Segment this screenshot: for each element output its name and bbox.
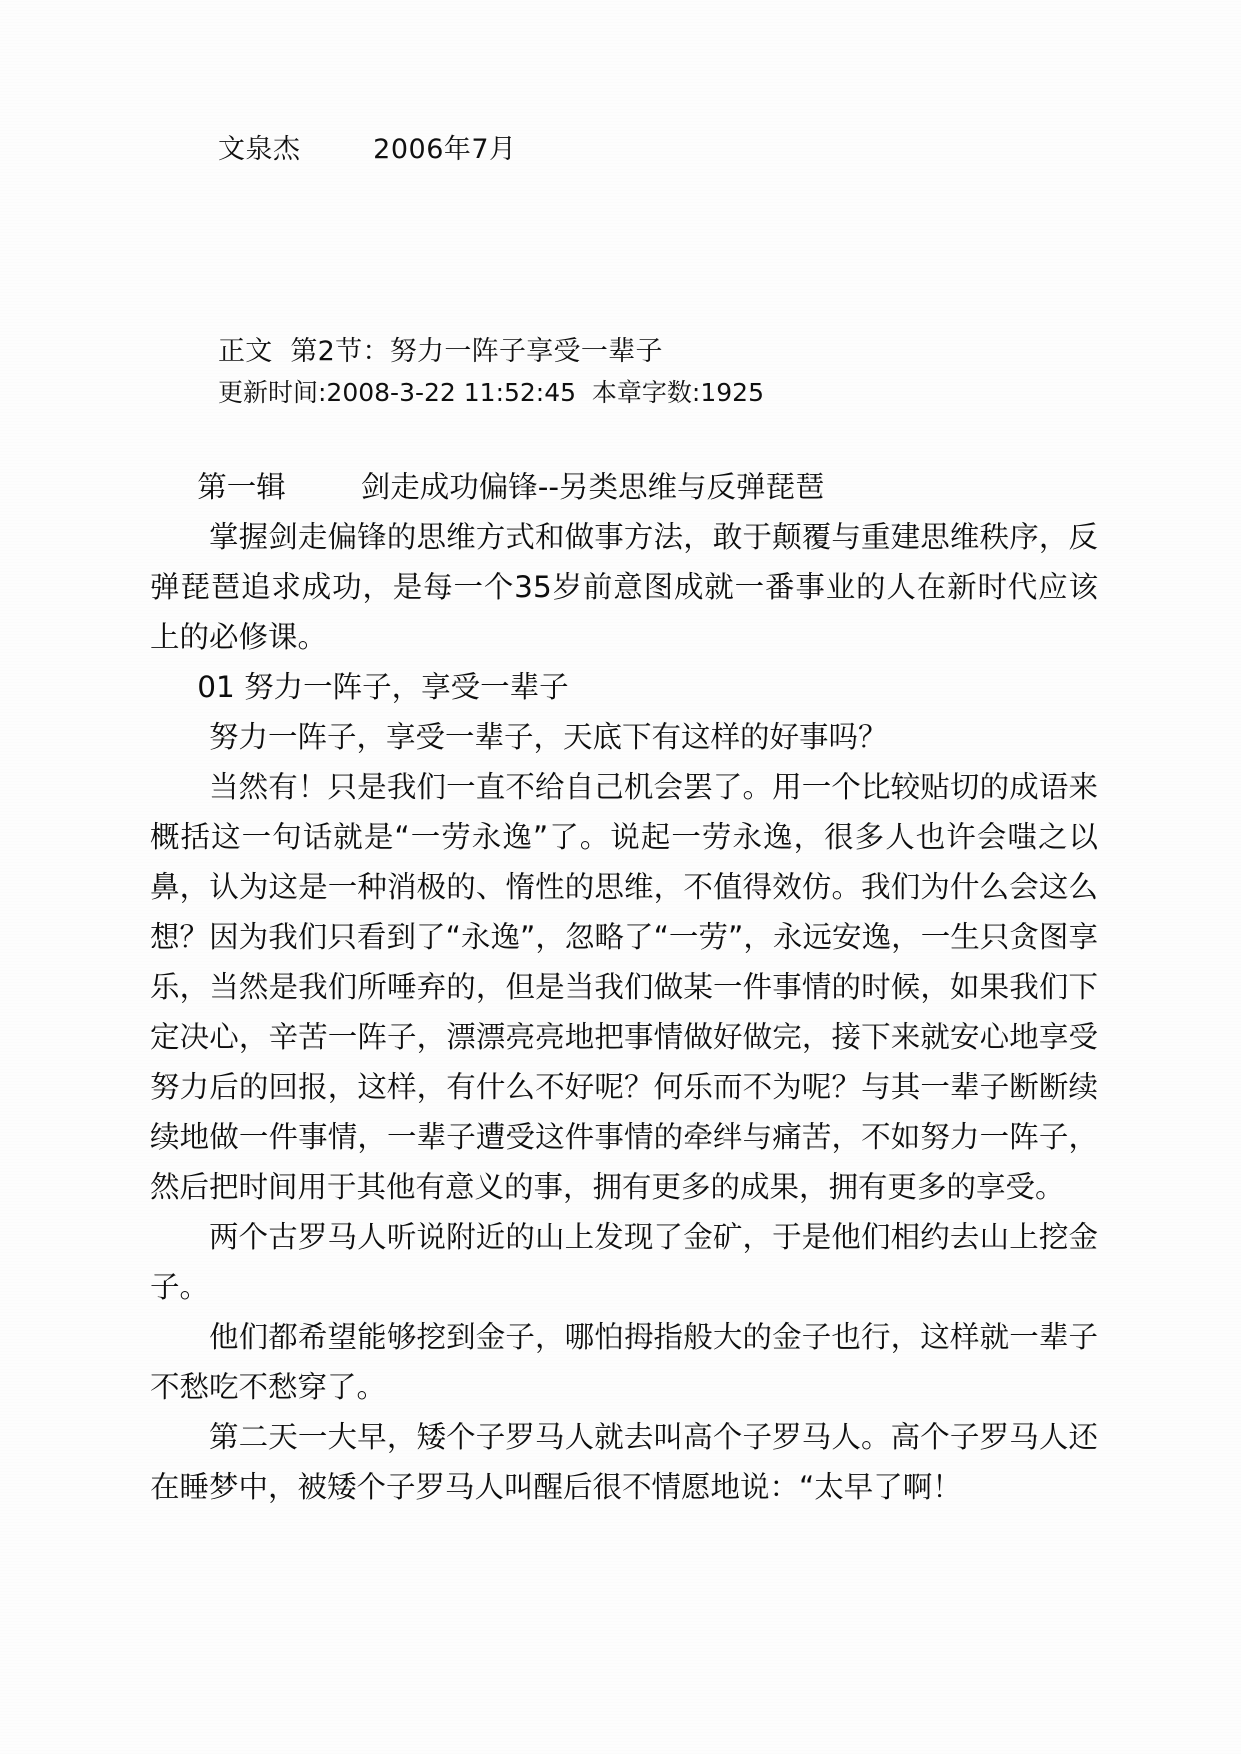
author-byline: 文泉杰 2006年7月 bbox=[218, 134, 517, 165]
body-text bbox=[150, 462, 1098, 1512]
chapter-title: 正文 第2节：努力一阵子享受一辈子 bbox=[218, 336, 663, 367]
paragraph-story-2: 他们都希望能够挖到金子，哪怕拇指般大的金子也行，这样就一辈子不愁吃不愁穿了。 bbox=[150, 1320, 1098, 1404]
paragraph-subheading-01: 01 努力一阵子，享受一辈子 bbox=[197, 670, 569, 704]
paragraph-story-3: 第二天一大早，矮个子罗马人就去叫高个子罗马人。高个子罗马人还在睡梦中，被矮个子罗马人叫醒后很不情愿地说：“太早了啊！ bbox=[150, 1420, 1098, 1504]
paragraph-question: 努力一阵子，享受一辈子，天底下有这样的好事吗？ bbox=[209, 720, 888, 754]
chapter-update-info: 更新时间:2008-3-22 11:52:45 本章字数:1925 bbox=[218, 378, 764, 408]
section-heading: 第一辑 剑走成功偏锋--另类思维与反弹琵琶 bbox=[197, 470, 825, 504]
paragraph-story-1: 两个古罗马人听说附近的山上发现了金矿，于是他们相约去山上挖金子。 bbox=[150, 1220, 1098, 1304]
chapter-meta-block bbox=[218, 330, 1058, 413]
paragraph-intro: 掌握剑走偏锋的思维方式和做事方法，敢于颠覆与重建思维秩序，反弹琵琶追求成功，是每一个35岁前意图成就一番事业的人在新时代应该上的必修课。 bbox=[150, 520, 1098, 654]
paragraph-main: 当然有！只是我们一直不给自己机会罢了。用一个比较贴切的成语来概括这一句话就是“一劳永逸”了。说起一劳永逸，很多人也许会嗤之以鼻，认为这是一种消极的、惰性的思维，不值得效仿。我们为什么会这么想？因为我们只看到了“永逸”，忽略了“一劳”，永远安逸，一生只贪图享乐，当然是我们所唾弃的，但是当我们做某一件事情的时候，如果我们下定决心，辛苦一阵子，漂漂亮亮地把事情做好做完，接下来就安心地享受努力后的回报，这样，有什么不好呢？何乐而不为呢？与其一辈子断断续续地做一件事情，一辈子遭受这件事情的牵绊与痛苦，不如努力一阵子，然后把时间用于其他有意义的事，拥有更多的成果，拥有更多的享受。 bbox=[150, 770, 1098, 1204]
